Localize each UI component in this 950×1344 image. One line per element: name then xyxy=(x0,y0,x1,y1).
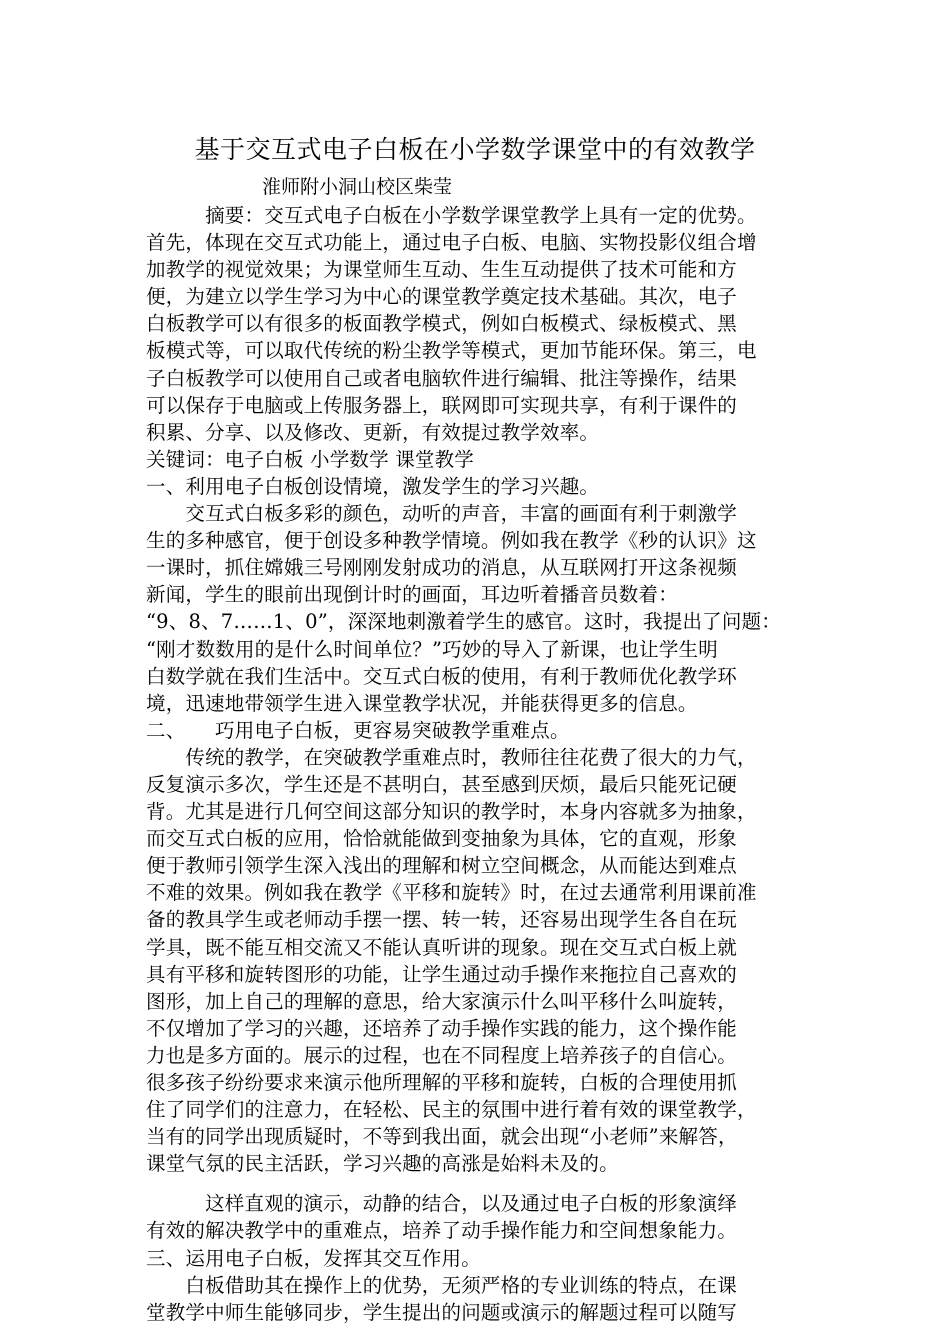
text-line: 而交互式白板的应用，恰恰就能做到变抽象为具体，它的直观，形象 xyxy=(146,827,738,851)
text-line: 课堂气氛的民主活跃，学习兴趣的高涨是始料未及的。 xyxy=(146,1152,619,1176)
text-line: 背。尤其是进行几何空间这部分知识的教学时，本身内容就多为抽象， xyxy=(146,800,757,824)
text-line: 力也是多方面的。展示的过程，也在不同程度上培养孩子的自信心。 xyxy=(146,1043,738,1067)
text-line: 很多孩子纷纷要求来演示他所理解的平移和旋转，白板的合理使用抓 xyxy=(146,1071,738,1094)
text-line: 一、利用电子白板创设情境，激发学生的学习兴趣。 xyxy=(146,474,600,498)
text-line: 白板借助其在操作上的优势，无须严格的专业训练的特点，在课 xyxy=(146,1273,738,1297)
text-line: 板模式等，可以取代传统的粉尘教学等模式，更加节能环保。第三，电 xyxy=(146,339,757,363)
text-line: 堂教学中师生能够同步，学生提出的问题或演示的解题过程可以随写 xyxy=(146,1300,738,1324)
text-line: 这样直观的演示，动静的结合，以及通过电子白板的形象演绎 xyxy=(146,1192,738,1216)
paragraph-gap xyxy=(146,1177,826,1190)
text-line: 便，为建立以学生学习为中心的课堂教学奠定技术基础。其次，电子 xyxy=(146,285,738,309)
text-line: 不仅增加了学习的兴趣，还培养了动手操作实践的能力，这个操作能 xyxy=(146,1016,738,1040)
text-line: 摘要：交互式电子白板在小学数学课堂教学上具有一定的优势。 xyxy=(146,204,757,227)
text-line: 传统的教学，在突破教学重难点时，教师往往花费了很大的力气， xyxy=(146,745,757,769)
text-line: 有效的解决教学中的重难点，培养了动手操作能力和空间想象能力。 xyxy=(146,1219,738,1243)
text-line: 学具，既不能互相交流又不能认真听讲的现象。现在交互式白板上就 xyxy=(146,935,738,959)
text-line: “9、8、7……1、0”，深深地刺激着学生的感官。这时，我提出了问题： xyxy=(146,610,781,634)
text-line: 便于教师引领学生深入浅出的理解和树立空间概念，从而能达到难点 xyxy=(146,854,738,878)
text-line: 图形，加上自己的理解的意思，给大家演示什么叫平移什么叫旋转， xyxy=(146,989,738,1013)
text-line: 具有平移和旋转图形的功能，让学生通过动手操作来拖拉自己喜欢的 xyxy=(146,962,738,986)
document-title: 基于交互式电子白板在小学数学课堂中的有效教学 xyxy=(194,135,756,164)
text-line: 子白板教学可以使用自己或者电脑软件进行编辑、批注等操作，结果 xyxy=(146,366,738,390)
document-author: 淮师附小洞山校区柴莹 xyxy=(262,176,453,198)
text-line: 可以保存于电脑或上传服务器上，联网即可实现共享，有利于课件的 xyxy=(146,393,738,417)
text-line: 当有的同学出现质疑时，不等到我出面，就会出现“小老师”来解答， xyxy=(146,1125,738,1149)
text-line: 白板教学可以有很多的板面教学模式，例如白板模式、绿板模式、黑 xyxy=(146,312,738,336)
text-line: 首先，体现在交互式功能上，通过电子白板、电脑、实物投影仪组合增 xyxy=(146,231,757,255)
text-line: 住了同学们的注意力，在轻松、民主的氛围中进行着有效的课堂教学， xyxy=(146,1098,757,1122)
text-line: 交互式白板多彩的颜色，动听的声音，丰富的画面有利于刺激学 xyxy=(146,502,738,526)
document-body xyxy=(146,202,826,1326)
text-line: 积累、分享、以及修改、更新，有效提过教学效率。 xyxy=(146,420,600,444)
text-line: 加教学的视觉效果；为课堂师生互动、生生互动提供了技术可能和方 xyxy=(146,258,738,282)
text-line: 关键词：电子白板 小学数学 课堂教学 xyxy=(146,447,474,471)
text-line: 二、 巧用电子白板，更容易突破教学重难点。 xyxy=(146,718,570,742)
text-line: 反复演示多次，学生还是不甚明白，甚至感到厌烦，最后只能死记硬 xyxy=(146,772,738,796)
text-line: 生的多种感官，便于创设多种教学情境。例如我在教学《秒的认识》这 xyxy=(146,529,757,553)
text-line: 备的教具学生或老师动手摆一摆、转一转，还容易出现学生各自在玩 xyxy=(146,908,738,932)
text-line: 白数学就在我们生活中。交互式白板的使用，有利于教师优化教学环 xyxy=(146,664,738,688)
text-line: 不难的效果。例如我在教学《平移和旋转》时，在过去通常利用课前准 xyxy=(146,881,757,905)
text-line: 一课时，抓住嫦娥三号刚刚发射成功的消息，从互联网打开这条视频 xyxy=(146,556,738,580)
text-line: 境，迅速地带领学生进入课堂教学状况，并能获得更多的信息。 xyxy=(146,691,698,715)
text-line: “刚才数数用的是什么时间单位？”巧妙的导入了新课，也让学生明 xyxy=(146,637,718,661)
text-line: 新闻，学生的眼前出现倒计时的画面，耳边听着播音员数着： xyxy=(146,583,678,607)
text-line: 三、运用电子白板，发挥其交互作用。 xyxy=(146,1246,481,1270)
